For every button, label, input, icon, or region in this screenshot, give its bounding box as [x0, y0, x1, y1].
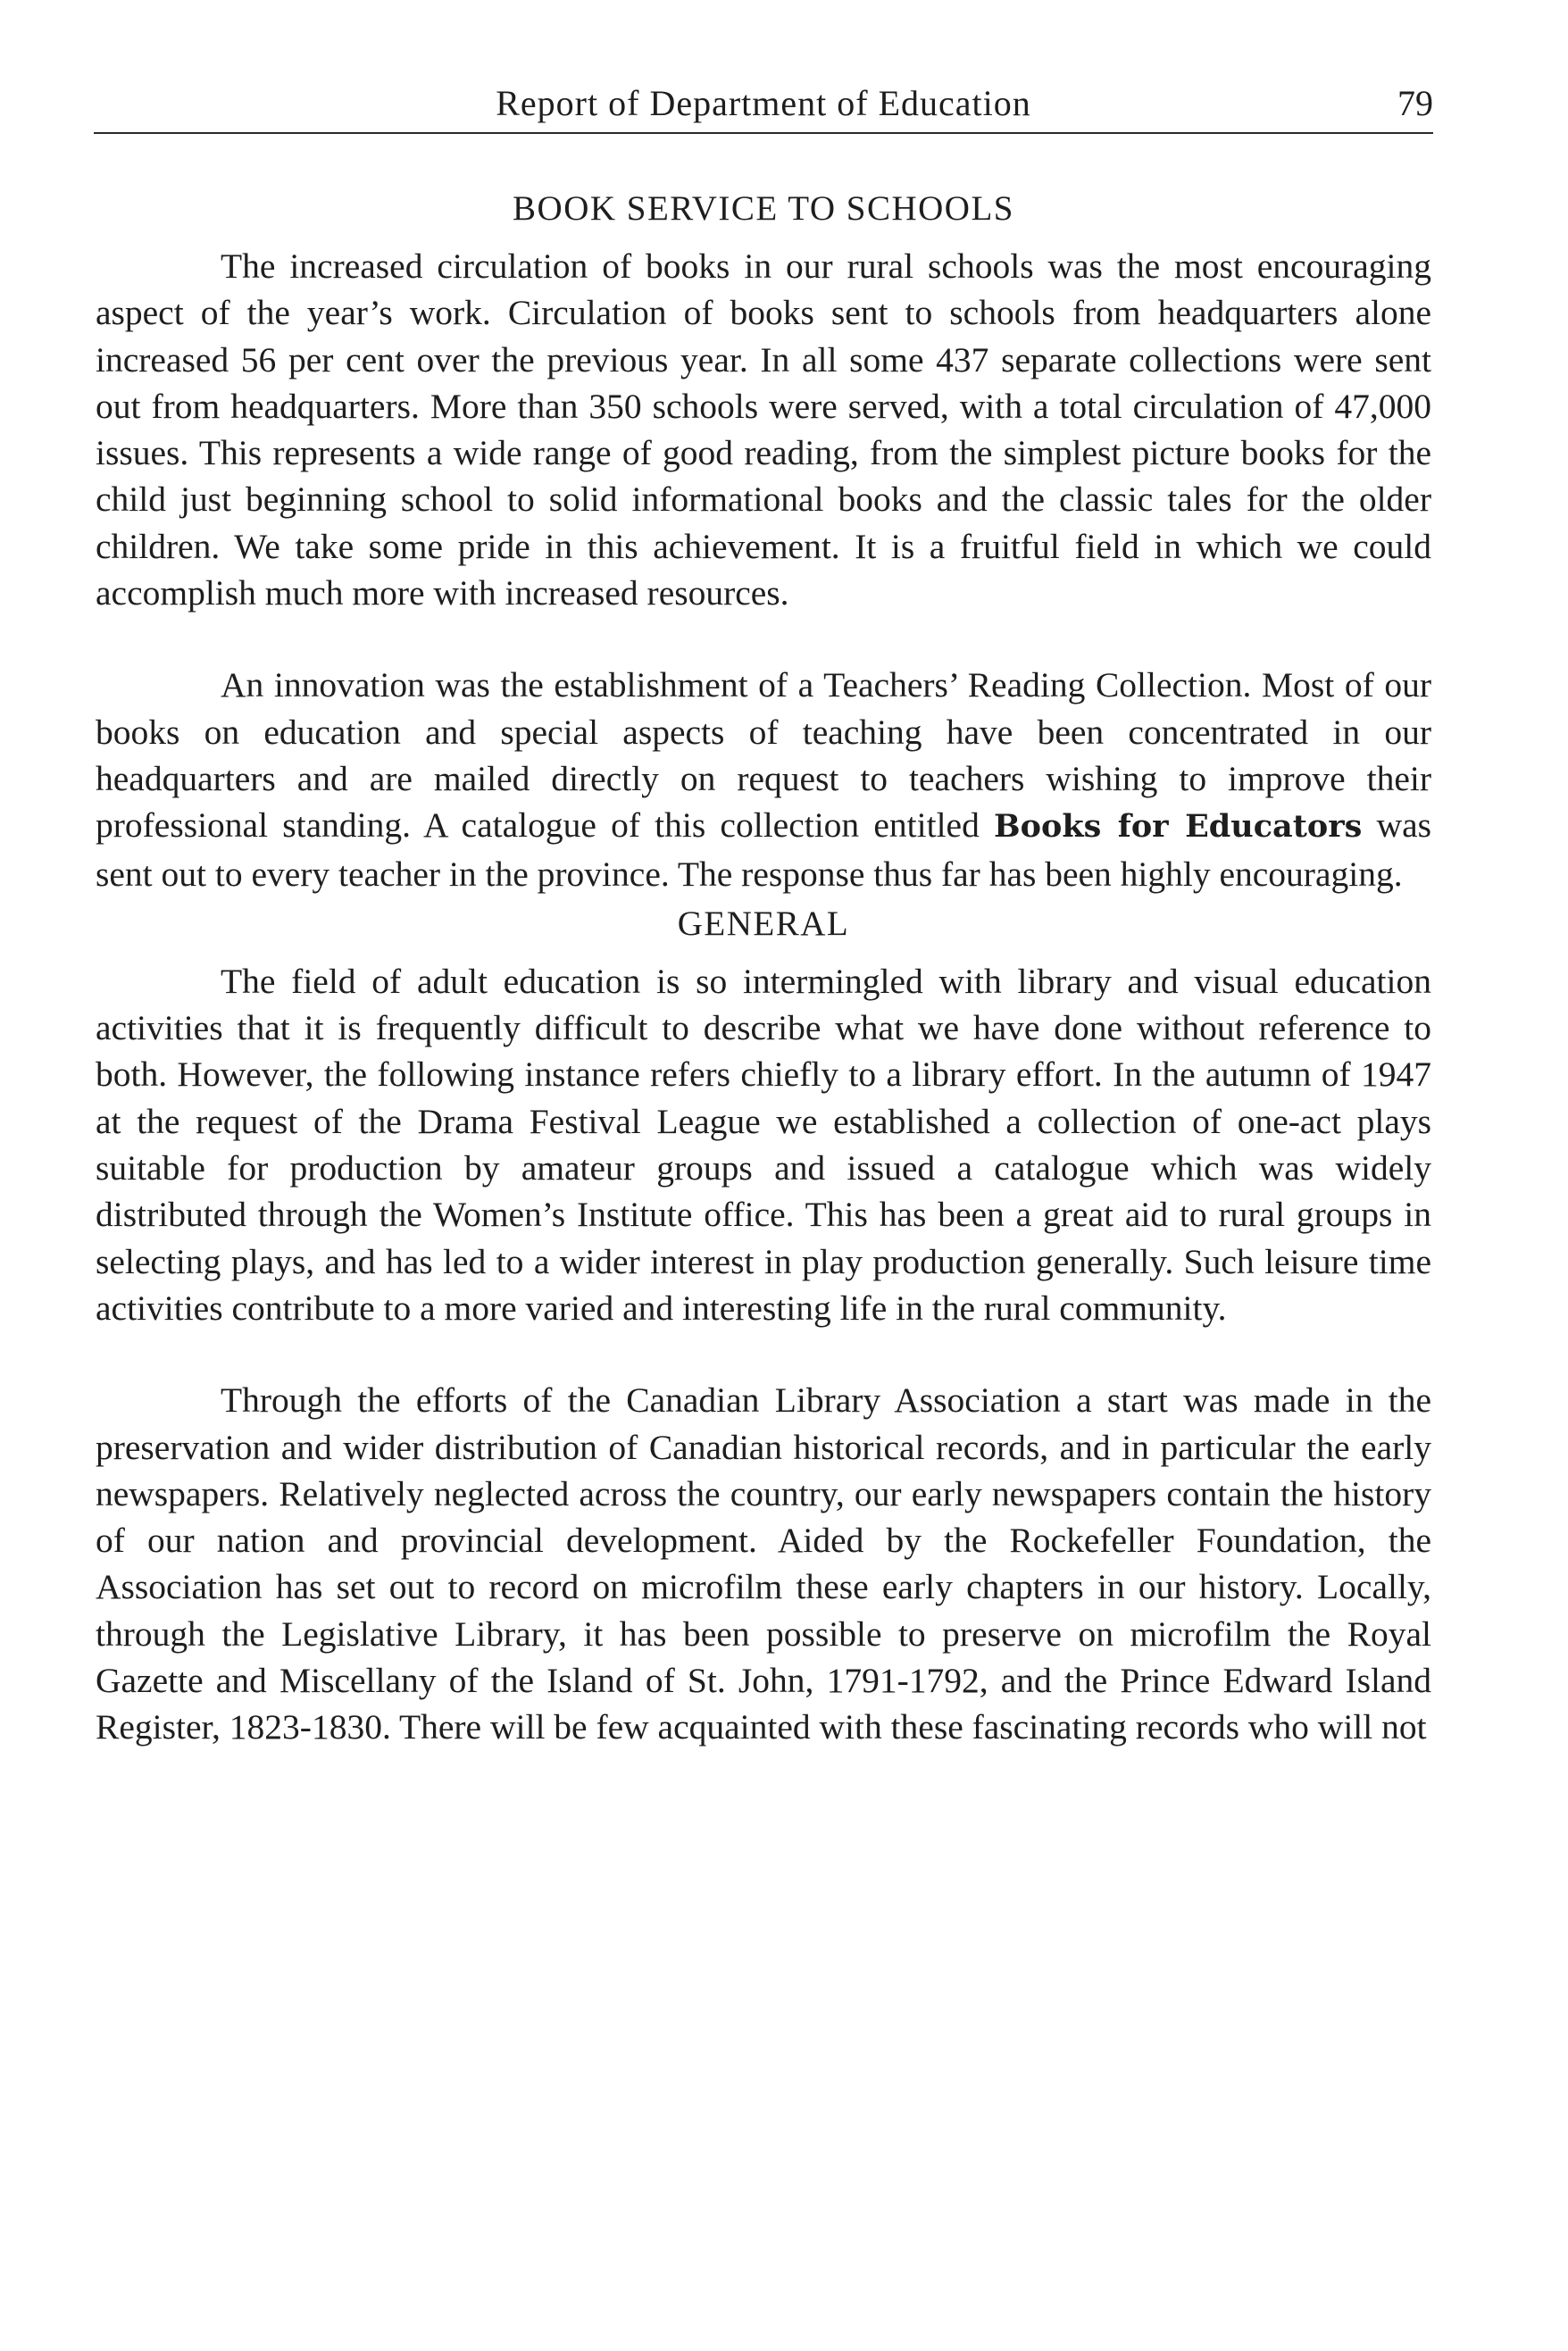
paragraph-book-service-circulation: The increased circulation of books in our rural schools was the most encouraging aspect of the year’s work. Circulation of books sent to schools from headquarters alone increased 56 per cent over the previous year. In all some 437 separate collections were sent out from headquarters. More than 350 schools were served, with a total circulation of 47,000 issues. This represents a wide range of good reading, from the simplest picture books for the child just beginning school to solid informational books and the classic tales for the older children. We take some pride in this achievement. It is a fruitful field in which we could accomplish much more with increased resources. — [96, 246, 1431, 613]
paragraph-canadian-library-association: Through the efforts of the Canadian Library Association a start was made in the preservation and wider distribution of Canadian historical records, and in particular the early newspapers. Relatively neglected across the country, our early newspapers contain the history of our nation and provincial development. Aided by the Rockefeller Foundation, the Association has set out to record on microfilm these early chapters in our history. Locally, through the Legislative Library, it has been possible to preserve on microfilm the Royal Gazette and Miscellany of the Island of St. John, 1791-1792, and the Prince Edward Island Register, 1823-1830. There will be few acquainted with these fascinating records who will not — [96, 1380, 1431, 1747]
catalogue-title: Books for Educators — [994, 808, 1363, 846]
paragraph-text-segment: was sent out to every teacher in the province. The response thus far has been highly encouraging. — [96, 805, 1432, 894]
section-heading-book-service: BOOK SERVICE TO SCHOOLS — [513, 189, 1014, 228]
running-header-title: Report of Department of Education — [496, 83, 1031, 123]
running-header — [94, 79, 1433, 134]
page-number: 79 — [1397, 83, 1433, 123]
paragraph-text-segment: An innovation was the establishment of a Teachers’ Reading Collection. Most of our books on education and special aspects of teaching have been concentrated in our headquarters and are mailed directly on request to teachers wishing to improve their professional standing. A catalogue of this collection entitled — [96, 665, 1431, 846]
page-body — [96, 186, 1431, 1751]
section-heading-general: GENERAL — [677, 904, 850, 943]
paragraph-adult-education: The field of adult education is so intermingled with library and visual education activities that it is frequently difficult to describe what we have done without reference to both. However, the following instance refers chiefly to a library effort. In the autumn of 1947 at the request of the Drama Festival League we established a collection of one-act plays suitable for production by amateur groups and issued a catalogue which was widely distributed through the Women’s Institute office. This has been a great aid to rural groups in selecting plays, and has led to a wider interest in play production generally. Such leisure time activities contribute to a more varied and interesting life in the rural community. — [96, 961, 1431, 1328]
paragraph-teachers-reading-collection — [96, 662, 1431, 896]
